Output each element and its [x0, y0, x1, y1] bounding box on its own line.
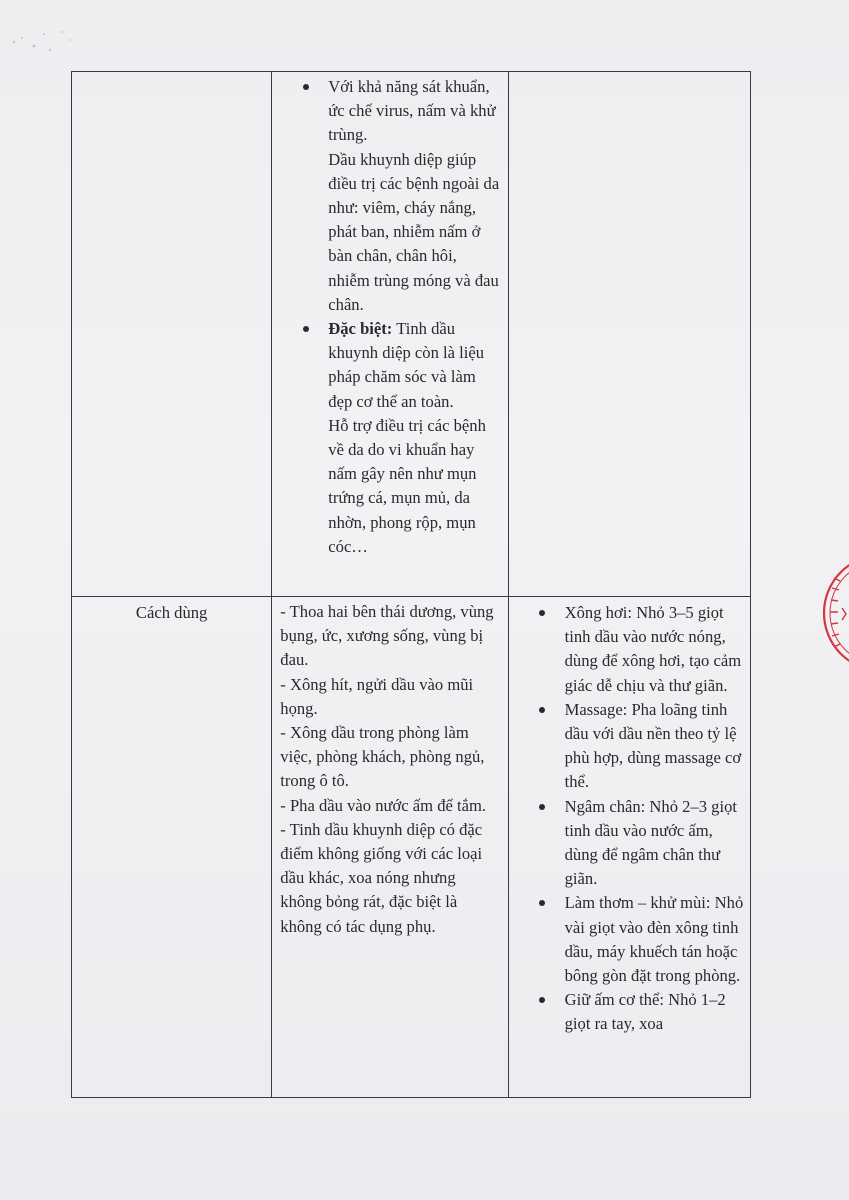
bullet-icon [539, 900, 545, 906]
methods-list [565, 601, 744, 1037]
item-continuation: Dầu khuynh diệp giúp điều trị các bệnh ngoài da như: viêm, cháy nắng, phát ban, nhiễm nấm ở bàn chân, chân hôi, nhiễm trùng móng và đau chân. [328, 149, 500, 314]
effects-list [328, 75, 499, 559]
item-text: Giữ ấm cơ thể: Nhỏ 1–2 giọt ra tay, xoa [564, 990, 726, 1034]
bullet-icon [303, 326, 309, 332]
table-row [72, 72, 751, 597]
table-row [72, 597, 751, 1098]
item-text: Tinh dầu khuynh diệp còn là liệu pháp chăm sóc và làm đẹp cơ thể an toàn. [328, 319, 485, 411]
list-item [328, 75, 499, 317]
item-bold-label: Đặc biệt: [328, 319, 393, 339]
item-text: Với khả năng sát khuẩn, ức chế virus, nấm và khử trùng. [328, 77, 496, 145]
usage-line: - Tinh dầu khuynh diệp có đặc điểm không giống với các loại dầu khác, xoa nóng nhưng không bỏng rát, đặc biệt là không có tác dụng phụ. [280, 819, 483, 936]
usage-line: - Pha dầu vào nước ấm để tắm. [280, 795, 487, 815]
usage-methods-cell [508, 597, 750, 1098]
item-continuation: Hỗ trợ điều trị các bệnh về da do vi khuẩn hay nấm gây nên như mụn trứng cá, mụn mủ, da nhờn, phong rộp, mụn cóc… [328, 415, 486, 556]
usage-line: - Xông dầu trong phòng làm việc, phòng khách, phòng ngủ, trong ô tô. [280, 723, 485, 791]
bullet-icon [539, 610, 545, 616]
item-text: Ngâm chân: Nhỏ 2–3 giọt tinh dầu vào nước ấm, dùng để ngâm chân thư giãn. [564, 796, 737, 889]
item-text: Xông hơi: Nhỏ 3–5 giọt tinh dầu vào nước nóng, dùng để xông hơi, tạo cảm giác dễ chịu và thư giãn. [564, 603, 742, 695]
row1-right-cell [508, 72, 750, 597]
list-item [565, 891, 744, 988]
bullet-icon [539, 997, 545, 1003]
bullet-icon [539, 804, 545, 810]
list-item [565, 988, 744, 1036]
usage-label-cell: Cách dùng [72, 597, 272, 1098]
properties-table [71, 71, 751, 1098]
usage-line: - Thoa hai bên thái dương, vùng bụng, ức, xương sống, vùng bị đau. [280, 602, 494, 670]
bullet-icon [303, 84, 309, 90]
list-item [328, 317, 499, 559]
red-seal-stamp-icon [820, 548, 849, 678]
row1-effects-cell [272, 72, 508, 597]
row1-label-cell [72, 72, 272, 597]
list-item [565, 698, 744, 795]
item-text: Làm thơm – khử mùi: Nhỏ vài giọt vào đèn xông tinh dầu, máy khuếch tán hoặc bông gòn đặt trong phòng. [564, 893, 744, 986]
item-text: Massage: Pha loãng tinh dầu với dầu nền theo tỷ lệ phù hợp, dùng massage cơ thể. [564, 699, 742, 792]
list-item [565, 601, 744, 698]
usage-line: - Xông hít, ngửi dầu vào mũi họng. [280, 674, 474, 718]
bullet-icon [539, 707, 545, 713]
usage-instructions-cell [272, 597, 508, 1098]
list-item [565, 795, 744, 892]
